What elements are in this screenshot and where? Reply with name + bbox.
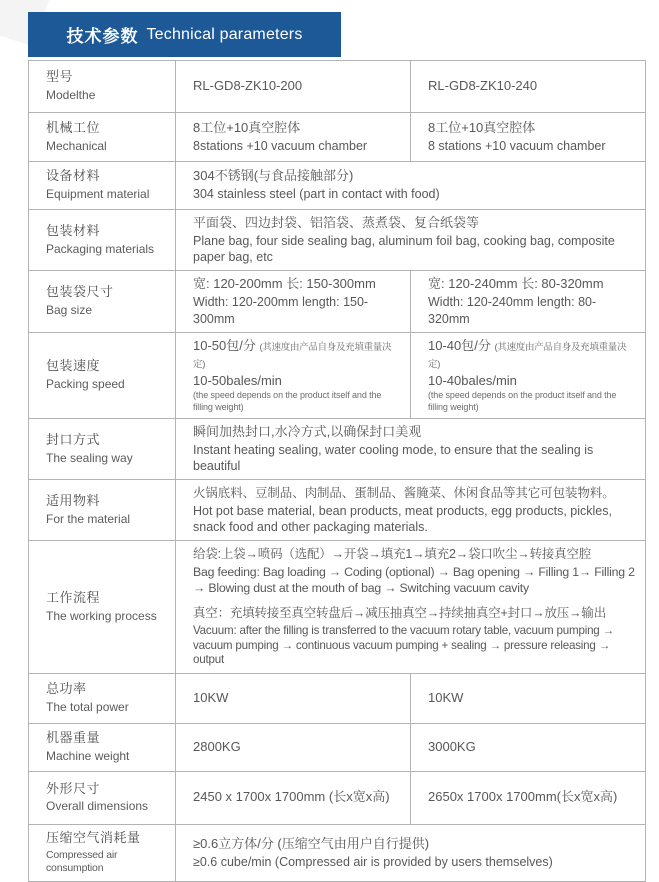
param-label-materials (29, 210, 176, 271)
param-label-en: The working process (46, 608, 157, 623)
param-label-zh: 设备材料 (46, 168, 101, 184)
value-zh: 火锅底料、豆制品、肉制品、蛋制品、酱腌菜、休闲食品等其它可包装物料。 (193, 486, 615, 501)
process-vacuum-en: Vacuum: after the filling is transferred to the vacuum rotary table, vacuum pumping → vacuum pumping → continuous vacuum pumping + sealing → pressure releasing → output (193, 624, 614, 667)
value-text: 10KW (193, 689, 229, 705)
paragraph-gap (193, 596, 635, 605)
value-text: RL-GD8-ZK10-240 (428, 78, 538, 94)
param-label-zh: 封口方式 (46, 431, 101, 447)
param-label-dimensions (29, 771, 176, 824)
value-en: 8stations +10 vacuum chamber (193, 138, 368, 153)
param-label-en: Equipment material (46, 187, 150, 202)
value-en: 304 stainless steel (part in contact with food) (193, 187, 440, 202)
value-zh-line (428, 338, 635, 372)
value-note-zh: (其速度由产品自身及充填重量决定) (193, 341, 392, 370)
param-value-weight-1 (176, 723, 411, 771)
param-label-en: Modelthe (46, 88, 96, 103)
value-note-en: (the speed depends on the product itself and the filling weight) (193, 390, 382, 412)
value-note-en: (the speed depends on the product itself and the filling weight) (428, 390, 617, 412)
param-value-weight-2 (411, 723, 646, 771)
param-value-sealing (176, 418, 646, 479)
param-label-sealing (29, 418, 176, 479)
value-text: 2800KG (193, 738, 241, 754)
param-label-en: Machine weight (46, 748, 130, 763)
value-text: 10KW (428, 689, 464, 705)
table-row-model (29, 61, 646, 113)
section-title-en: Technical parameters (146, 25, 303, 43)
param-label-zh: 包装材料 (46, 222, 101, 238)
value-en: Width: 120-200mm length: 150-300mm (193, 295, 369, 326)
param-label-en: The sealing way (46, 450, 133, 465)
table-row-compressed-air (29, 824, 646, 881)
param-label-zh: 压缩空气消耗量 (46, 829, 141, 845)
param-label-en: Bag size (46, 303, 93, 318)
value-zh: 8工位+10真空腔体 (193, 119, 301, 135)
param-label-zh: 型号 (46, 69, 74, 85)
param-label-en: Overall dimensions (46, 799, 149, 814)
param-label-zh: 机械工位 (46, 119, 101, 135)
table-row-total-power (29, 673, 646, 723)
param-value-model-2 (411, 61, 646, 113)
param-value-air (176, 824, 646, 881)
param-label-air (29, 824, 176, 881)
param-label-for-material (29, 480, 176, 541)
param-value-speed-1 (176, 332, 411, 418)
value-zh: 8工位+10真空腔体 (428, 119, 536, 135)
param-value-power-2 (411, 673, 646, 723)
param-label-en: The total power (46, 699, 129, 714)
table-row-machine-weight (29, 723, 646, 771)
param-value-mechanical-2 (411, 113, 646, 162)
param-label-en: Mechanical (46, 138, 107, 153)
table-row-overall-dimensions (29, 771, 646, 824)
value-text: 3000KG (428, 738, 476, 754)
param-label-zh: 包装袋尺寸 (46, 284, 114, 300)
table-row-equipment-material (29, 162, 646, 210)
value-en: Width: 120-240mm length: 80-320mm (428, 295, 597, 326)
section-title-banner (28, 12, 341, 57)
param-label-zh: 工作流程 (46, 589, 101, 605)
param-value-dimensions-2 (411, 771, 646, 824)
param-label-model (29, 61, 176, 113)
param-value-for-material (176, 480, 646, 541)
param-label-power (29, 673, 176, 723)
param-label-zh: 总功率 (46, 681, 87, 697)
value-zh-line (193, 338, 400, 372)
value-zh: ≥0.6立方体/分 (压缩空气由用户自行提供) (193, 835, 430, 851)
param-value-bag-size-2 (411, 271, 646, 332)
param-value-power-1 (176, 673, 411, 723)
param-label-zh: 外形尺寸 (46, 780, 101, 796)
param-label-en: For the material (46, 511, 131, 526)
value-en: Instant heating sealing, water cooling mode, to ensure that the sealing is beautiful (193, 442, 594, 474)
param-value-bag-size-1 (176, 271, 411, 332)
param-label-zh: 适用物料 (46, 492, 101, 508)
section-title-zh: 技术参数 (66, 27, 139, 46)
process-vacuum-zh: 真空：充填转接至真空转盘后→减压抽真空→持续抽真空+封口→放压→输出 (193, 606, 607, 621)
value-zh: 宽: 120-200mm 长: 150-300mm (193, 276, 376, 292)
value-en: 10-50bales/min (193, 372, 282, 388)
value-en: 8 stations +10 vacuum chamber (428, 138, 606, 153)
param-label-equipment (29, 162, 176, 210)
process-bag-feeding-zh: 给袋:上袋→喷码（选配）→开袋→填充1→填充2→袋口吹尘→转接真空腔 (193, 547, 592, 562)
table-row-bag-size (29, 271, 646, 332)
process-bag-feeding-en: Bag feeding: Bag loading → Coding (optional) → Bag opening → Filling 1→ Filling 2 → Blowing dust at the mouth of bag → Switching vacuum cavity (193, 565, 635, 595)
param-label-bag-size (29, 271, 176, 332)
value-text: RL-GD8-ZK10-200 (193, 78, 303, 94)
value-zh: 304不锈钢(与食品接触部分) (193, 168, 354, 184)
technical-parameters-table (28, 60, 646, 882)
value-en: Plane bag, four side sealing bag, aluminum foil bag, cooking bag, composite paper bag, etc (193, 233, 615, 265)
value-zh: 10-50包/分 (193, 337, 256, 353)
table-row-sealing-way (29, 418, 646, 479)
value-en: ≥0.6 cube/min (Compressed air is provided by users themselves) (193, 854, 553, 869)
param-value-process (176, 541, 646, 674)
value-zh: 10-40包/分 (428, 337, 491, 353)
table-row-packaging-materials (29, 210, 646, 271)
param-value-mechanical-1 (176, 113, 411, 162)
param-label-mechanical (29, 113, 176, 162)
value-zh: 宽: 120-240mm 长: 80-320mm (428, 276, 604, 292)
value-en: 10-40bales/min (428, 372, 517, 388)
param-label-process (29, 541, 176, 674)
param-value-speed-2 (411, 332, 646, 418)
value-note-zh: (其速度由产品自身及充填重量决定) (428, 341, 627, 370)
value-zh: 瞬间加热封口,水冷方式,以确保封口美观 (193, 423, 422, 439)
value-en: Hot pot base material, bean products, meat products, egg products, pickles, snack food and other packaging materials. (193, 503, 612, 534)
param-value-model-1 (176, 61, 411, 113)
param-label-zh: 机器重量 (46, 730, 101, 746)
table-row-packing-speed (29, 332, 646, 418)
param-label-zh: 包装速度 (46, 358, 101, 374)
param-label-speed (29, 332, 176, 418)
param-label-en: Compressed air consumption (46, 848, 118, 875)
param-label-en: Packaging materials (46, 241, 155, 256)
value-text: 2650x 1700x 1700mm(长x宽x高) (428, 789, 618, 805)
param-value-equipment (176, 162, 646, 210)
table-row-mechanical (29, 113, 646, 162)
table-row-working-process (29, 541, 646, 674)
param-value-materials (176, 210, 646, 271)
value-text: 2450 x 1700x 1700mm (长x宽x高) (193, 789, 390, 805)
param-label-weight (29, 723, 176, 771)
table-row-for-material (29, 480, 646, 541)
param-label-en: Packing speed (46, 377, 125, 392)
param-value-dimensions-1 (176, 771, 411, 824)
value-zh: 平面袋、四边封袋、铝箔袋、蒸煮袋、复合纸袋等 (193, 215, 480, 230)
